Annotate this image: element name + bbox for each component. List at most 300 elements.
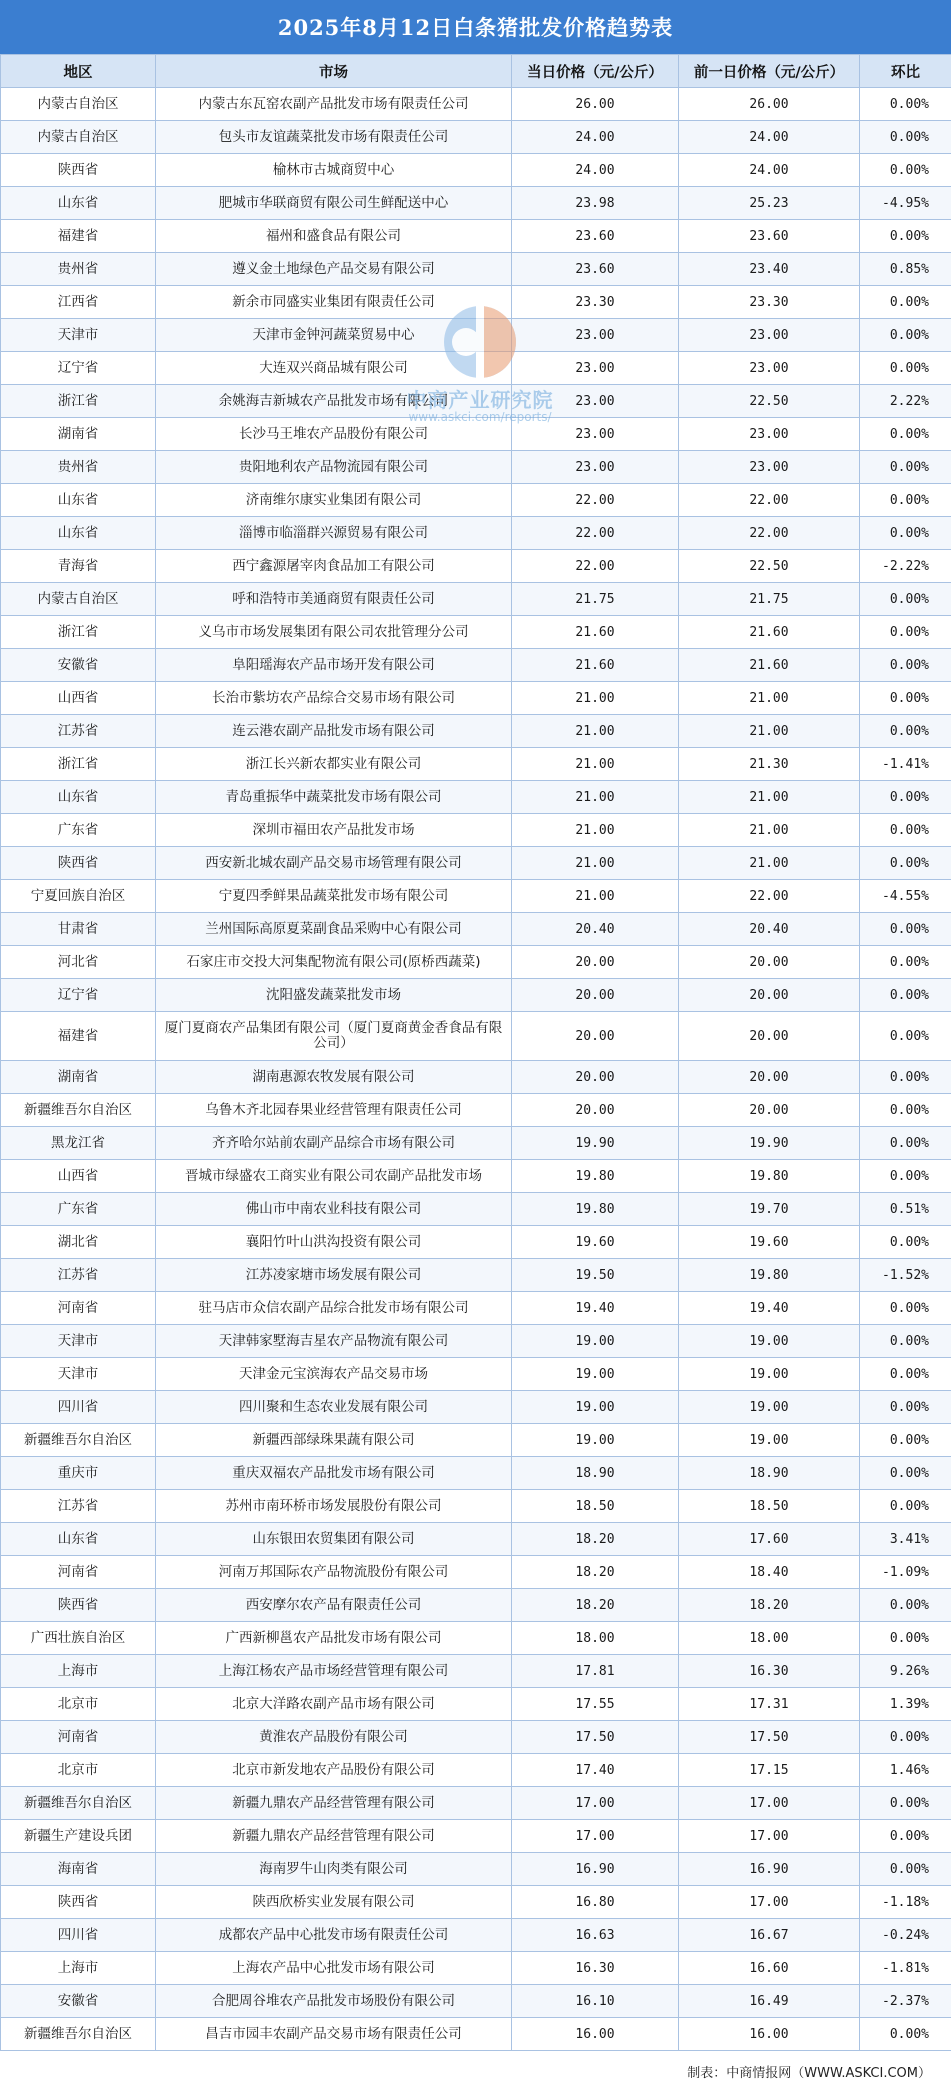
- cell-prev-price: 20.40: [679, 913, 860, 946]
- cell-today-price: 22.00: [512, 484, 679, 517]
- cell-region: 江苏省: [1, 715, 156, 748]
- cell-region: 新疆维吾尔自治区: [1, 1424, 156, 1457]
- table-row: [1, 385, 951, 418]
- cell-region: 甘肃省: [1, 913, 156, 946]
- cell-market: 新余市同盛实业集团有限责任公司: [156, 286, 512, 319]
- cell-region: 山西省: [1, 1160, 156, 1193]
- cell-prev-price: 23.00: [679, 451, 860, 484]
- cell-today-price: 23.00: [512, 418, 679, 451]
- cell-market: 连云港农副产品批发市场有限公司: [156, 715, 512, 748]
- cell-market: 新疆九鼎农产品经营管理有限公司: [156, 1787, 512, 1820]
- cell-market: 昌吉市园丰农副产品交易市场有限责任公司: [156, 2018, 512, 2051]
- cell-today-price: 24.00: [512, 121, 679, 154]
- cell-region: 天津市: [1, 1325, 156, 1358]
- cell-change: 0.00%: [860, 1358, 951, 1391]
- cell-prev-price: 23.60: [679, 220, 860, 253]
- cell-market: 苏州市南环桥市场发展股份有限公司: [156, 1490, 512, 1523]
- source-note: 制表：中商情报网（WWW.ASKCI.COM）: [687, 2066, 931, 2081]
- cell-prev-price: 17.60: [679, 1523, 860, 1556]
- cell-today-price: 21.75: [512, 583, 679, 616]
- cell-market: 乌鲁木齐北园春果业经营管理有限责任公司: [156, 1094, 512, 1127]
- cell-today-price: 20.00: [512, 1061, 679, 1094]
- table-row: [1, 2018, 951, 2051]
- cell-today-price: 19.50: [512, 1259, 679, 1292]
- cell-region: 山东省: [1, 517, 156, 550]
- cell-change: 0.85%: [860, 253, 951, 286]
- cell-region: 青海省: [1, 550, 156, 583]
- table-row: [1, 1094, 951, 1127]
- cell-change: 0.00%: [860, 847, 951, 880]
- cell-prev-price: 18.90: [679, 1457, 860, 1490]
- cell-change: 2.22%: [860, 385, 951, 418]
- cell-today-price: 17.00: [512, 1820, 679, 1853]
- cell-today-price: 18.00: [512, 1622, 679, 1655]
- cell-today-price: 21.00: [512, 715, 679, 748]
- cell-prev-price: 21.60: [679, 649, 860, 682]
- cell-today-price: 19.00: [512, 1325, 679, 1358]
- cell-change: -1.52%: [860, 1259, 951, 1292]
- cell-region: 湖南省: [1, 418, 156, 451]
- cell-change: 0.00%: [860, 1721, 951, 1754]
- cell-prev-price: 21.00: [679, 682, 860, 715]
- cell-today-price: 26.00: [512, 88, 679, 121]
- cell-region: 贵州省: [1, 451, 156, 484]
- cell-prev-price: 19.90: [679, 1127, 860, 1160]
- cell-change: -4.55%: [860, 880, 951, 913]
- cell-market: 义乌市市场发展集团有限公司农批管理分公司: [156, 616, 512, 649]
- cell-prev-price: 23.00: [679, 418, 860, 451]
- table-row: [1, 1820, 951, 1853]
- cell-market: 肥城市华联商贸有限公司生鲜配送中心: [156, 187, 512, 220]
- cell-market: 上海农产品中心批发市场有限公司: [156, 1952, 512, 1985]
- cell-prev-price: 23.00: [679, 319, 860, 352]
- cell-prev-price: 21.00: [679, 781, 860, 814]
- cell-market: 沈阳盛发蔬菜批发市场: [156, 979, 512, 1012]
- cell-market: 陕西欣桥实业发展有限公司: [156, 1886, 512, 1919]
- cell-change: -1.81%: [860, 1952, 951, 1985]
- cell-region: 辽宁省: [1, 352, 156, 385]
- cell-region: 山西省: [1, 682, 156, 715]
- watermark-text: 中商产业研究院: [406, 388, 554, 412]
- cell-today-price: 19.60: [512, 1226, 679, 1259]
- cell-region: 内蒙古自治区: [1, 583, 156, 616]
- table-row: [1, 1292, 951, 1325]
- cell-prev-price: 24.00: [679, 154, 860, 187]
- cell-prev-price: 21.00: [679, 847, 860, 880]
- cell-change: 0.00%: [860, 1457, 951, 1490]
- table-row: [1, 88, 951, 121]
- cell-region: 广东省: [1, 1193, 156, 1226]
- cell-market: 山东银田农贸集团有限公司: [156, 1523, 512, 1556]
- price-table: [0, 54, 951, 2051]
- cell-region: 北京市: [1, 1754, 156, 1787]
- watermark-url: www.askci.com/reports/: [408, 410, 552, 424]
- cell-change: 0.00%: [860, 154, 951, 187]
- cell-change: -1.09%: [860, 1556, 951, 1589]
- cell-region: 山东省: [1, 484, 156, 517]
- cell-prev-price: 19.00: [679, 1358, 860, 1391]
- cell-today-price: 21.00: [512, 682, 679, 715]
- cell-today-price: 22.00: [512, 517, 679, 550]
- cell-region: 河南省: [1, 1721, 156, 1754]
- column-header-today-price: 当日价格（元/公斤）: [512, 55, 679, 88]
- cell-today-price: 23.00: [512, 352, 679, 385]
- cell-market: 广西新柳邕农产品批发市场有限公司: [156, 1622, 512, 1655]
- cell-today-price: 23.00: [512, 319, 679, 352]
- cell-prev-price: 20.00: [679, 1012, 860, 1061]
- cell-prev-price: 16.60: [679, 1952, 860, 1985]
- cell-today-price: 23.00: [512, 385, 679, 418]
- table-row: [1, 913, 951, 946]
- cell-region: 黑龙江省: [1, 1127, 156, 1160]
- cell-market: 包头市友谊蔬菜批发市场有限责任公司: [156, 121, 512, 154]
- cell-market: 石家庄市交投大河集配物流有限公司(原桥西蔬菜): [156, 946, 512, 979]
- table-row: [1, 550, 951, 583]
- column-header-market: 市场: [156, 55, 512, 88]
- column-header-region: 地区: [1, 55, 156, 88]
- cell-change: 0.00%: [860, 1622, 951, 1655]
- cell-region: 上海市: [1, 1655, 156, 1688]
- cell-market: 佛山市中南农业科技有限公司: [156, 1193, 512, 1226]
- table-row: [1, 682, 951, 715]
- cell-prev-price: 16.67: [679, 1919, 860, 1952]
- table-row: [1, 1985, 951, 2018]
- table-row: [1, 187, 951, 220]
- table-row: [1, 715, 951, 748]
- table-row: [1, 1424, 951, 1457]
- cell-market: 宁夏四季鲜果品蔬菜批发市场有限公司: [156, 880, 512, 913]
- cell-region: 新疆维吾尔自治区: [1, 1094, 156, 1127]
- cell-market: 大连双兴商品城有限公司: [156, 352, 512, 385]
- cell-prev-price: 21.00: [679, 715, 860, 748]
- cell-market: 西安摩尔农产品有限责任公司: [156, 1589, 512, 1622]
- table-row: [1, 1622, 951, 1655]
- cell-change: 0.00%: [860, 781, 951, 814]
- cell-today-price: 17.55: [512, 1688, 679, 1721]
- cell-change: 0.00%: [860, 682, 951, 715]
- cell-today-price: 24.00: [512, 154, 679, 187]
- cell-change: 0.00%: [860, 220, 951, 253]
- table-row: [1, 814, 951, 847]
- cell-prev-price: 17.15: [679, 1754, 860, 1787]
- cell-region: 北京市: [1, 1688, 156, 1721]
- cell-market: 西宁鑫源屠宰肉食品加工有限公司: [156, 550, 512, 583]
- cell-prev-price: 18.00: [679, 1622, 860, 1655]
- table-row: [1, 1325, 951, 1358]
- cell-change: 0.00%: [860, 1226, 951, 1259]
- table-row: [1, 1589, 951, 1622]
- table-row: [1, 1391, 951, 1424]
- cell-prev-price: 19.00: [679, 1391, 860, 1424]
- cell-change: 0.00%: [860, 946, 951, 979]
- cell-prev-price: 19.70: [679, 1193, 860, 1226]
- cell-region: 河北省: [1, 946, 156, 979]
- cell-today-price: 19.00: [512, 1424, 679, 1457]
- cell-today-price: 17.40: [512, 1754, 679, 1787]
- cell-prev-price: 20.00: [679, 979, 860, 1012]
- table-row: [1, 1226, 951, 1259]
- table-row: [1, 847, 951, 880]
- cell-today-price: 16.63: [512, 1919, 679, 1952]
- table-row: [1, 1061, 951, 1094]
- cell-region: 海南省: [1, 1853, 156, 1886]
- cell-change: 0.51%: [860, 1193, 951, 1226]
- cell-change: 0.00%: [860, 2018, 951, 2051]
- column-header-prev-price: 前一日价格（元/公斤）: [679, 55, 860, 88]
- cell-prev-price: 17.31: [679, 1688, 860, 1721]
- cell-today-price: 19.00: [512, 1358, 679, 1391]
- cell-change: 0.00%: [860, 88, 951, 121]
- cell-market: 新疆西部绿珠果蔬有限公司: [156, 1424, 512, 1457]
- cell-market: 驻马店市众信农副产品综合批发市场有限公司: [156, 1292, 512, 1325]
- cell-prev-price: 19.80: [679, 1160, 860, 1193]
- table-row: [1, 220, 951, 253]
- table-row: [1, 1952, 951, 1985]
- cell-market: 福州和盛食品有限公司: [156, 220, 512, 253]
- table-row: [1, 1556, 951, 1589]
- table-row: [1, 319, 951, 352]
- cell-region: 宁夏回族自治区: [1, 880, 156, 913]
- cell-today-price: 18.50: [512, 1490, 679, 1523]
- table-row: [1, 1259, 951, 1292]
- cell-market: 新疆九鼎农产品经营管理有限公司: [156, 1820, 512, 1853]
- cell-market: 浙江长兴新农都实业有限公司: [156, 748, 512, 781]
- cell-region: 陕西省: [1, 1589, 156, 1622]
- cell-region: 重庆市: [1, 1457, 156, 1490]
- cell-region: 广西壮族自治区: [1, 1622, 156, 1655]
- column-header-change: 环比: [860, 55, 951, 88]
- table-row: [1, 1358, 951, 1391]
- cell-today-price: 21.00: [512, 880, 679, 913]
- table-row: [1, 154, 951, 187]
- table-row: [1, 418, 951, 451]
- cell-prev-price: 25.23: [679, 187, 860, 220]
- cell-region: 天津市: [1, 319, 156, 352]
- cell-market: 天津市金钟河蔬菜贸易中心: [156, 319, 512, 352]
- cell-market: 黄淮农产品股份有限公司: [156, 1721, 512, 1754]
- cell-region: 天津市: [1, 1358, 156, 1391]
- cell-region: 江苏省: [1, 1259, 156, 1292]
- cell-change: 3.41%: [860, 1523, 951, 1556]
- cell-change: -1.41%: [860, 748, 951, 781]
- cell-region: 福建省: [1, 1012, 156, 1061]
- cell-change: 0.00%: [860, 715, 951, 748]
- cell-region: 浙江省: [1, 385, 156, 418]
- cell-change: -0.24%: [860, 1919, 951, 1952]
- table-row: [1, 451, 951, 484]
- cell-region: 新疆生产建设兵团: [1, 1820, 156, 1853]
- cell-today-price: 17.50: [512, 1721, 679, 1754]
- cell-today-price: 20.00: [512, 946, 679, 979]
- cell-change: -1.18%: [860, 1886, 951, 1919]
- cell-prev-price: 21.60: [679, 616, 860, 649]
- cell-prev-price: 19.80: [679, 1259, 860, 1292]
- cell-change: 0.00%: [860, 352, 951, 385]
- cell-prev-price: 18.40: [679, 1556, 860, 1589]
- cell-change: 0.00%: [860, 1094, 951, 1127]
- cell-today-price: 19.00: [512, 1391, 679, 1424]
- table-row: [1, 649, 951, 682]
- cell-today-price: 16.30: [512, 1952, 679, 1985]
- cell-today-price: 20.00: [512, 1094, 679, 1127]
- cell-market: 长沙马王堆农产品股份有限公司: [156, 418, 512, 451]
- cell-today-price: 16.10: [512, 1985, 679, 2018]
- cell-region: 陕西省: [1, 1886, 156, 1919]
- cell-prev-price: 19.00: [679, 1424, 860, 1457]
- cell-market: 齐齐哈尔站前农副产品综合市场有限公司: [156, 1127, 512, 1160]
- table-row: [1, 352, 951, 385]
- header-row: [1, 55, 951, 88]
- table-row: [1, 121, 951, 154]
- cell-today-price: 21.00: [512, 781, 679, 814]
- cell-prev-price: 20.00: [679, 1094, 860, 1127]
- cell-market: 呼和浩特市美通商贸有限责任公司: [156, 583, 512, 616]
- cell-market: 襄阳竹叶山洪沟投资有限公司: [156, 1226, 512, 1259]
- cell-region: 江西省: [1, 286, 156, 319]
- table-row: [1, 1919, 951, 1952]
- cell-market: 江苏凌家塘市场发展有限公司: [156, 1259, 512, 1292]
- table-body: [1, 88, 951, 2051]
- price-table-container: [0, 54, 951, 2051]
- cell-market: 青岛重振华中蔬菜批发市场有限公司: [156, 781, 512, 814]
- cell-market: 深圳市福田农产品批发市场: [156, 814, 512, 847]
- cell-region: 贵州省: [1, 253, 156, 286]
- cell-change: 0.00%: [860, 1325, 951, 1358]
- cell-prev-price: 21.00: [679, 814, 860, 847]
- cell-today-price: 17.81: [512, 1655, 679, 1688]
- cell-market: 厦门夏商农产品集团有限公司（厦门夏商黄金香食品有限公司）: [156, 1012, 512, 1061]
- cell-today-price: 19.80: [512, 1193, 679, 1226]
- cell-prev-price: 22.00: [679, 880, 860, 913]
- cell-market: 湖南惠源农牧发展有限公司: [156, 1061, 512, 1094]
- cell-prev-price: 17.00: [679, 1787, 860, 1820]
- cell-change: 0.00%: [860, 583, 951, 616]
- cell-change: 0.00%: [860, 649, 951, 682]
- cell-today-price: 16.00: [512, 2018, 679, 2051]
- cell-change: 1.46%: [860, 1754, 951, 1787]
- cell-today-price: 19.40: [512, 1292, 679, 1325]
- cell-region: 山东省: [1, 1523, 156, 1556]
- cell-today-price: 20.00: [512, 979, 679, 1012]
- cell-region: 上海市: [1, 1952, 156, 1985]
- cell-today-price: 23.60: [512, 220, 679, 253]
- cell-market: 四川聚和生态农业发展有限公司: [156, 1391, 512, 1424]
- cell-change: 0.00%: [860, 418, 951, 451]
- cell-change: 0.00%: [860, 1292, 951, 1325]
- cell-market: 遵义金土地绿色产品交易有限公司: [156, 253, 512, 286]
- table-row: [1, 1490, 951, 1523]
- cell-prev-price: 18.50: [679, 1490, 860, 1523]
- table-row: [1, 748, 951, 781]
- cell-change: 9.26%: [860, 1655, 951, 1688]
- cell-prev-price: 19.00: [679, 1325, 860, 1358]
- cell-region: 陕西省: [1, 847, 156, 880]
- cell-prev-price: 20.00: [679, 1061, 860, 1094]
- cell-market: 兰州国际高原夏菜副食品采购中心有限公司: [156, 913, 512, 946]
- cell-region: 福建省: [1, 220, 156, 253]
- cell-change: 0.00%: [860, 1424, 951, 1457]
- cell-region: 内蒙古自治区: [1, 121, 156, 154]
- cell-market: 济南维尔康实业集团有限公司: [156, 484, 512, 517]
- cell-today-price: 18.90: [512, 1457, 679, 1490]
- cell-region: 安徽省: [1, 1985, 156, 2018]
- cell-market: 榆林市古城商贸中心: [156, 154, 512, 187]
- table-row: [1, 1853, 951, 1886]
- cell-market: 成都农产品中心批发市场有限责任公司: [156, 1919, 512, 1952]
- cell-region: 湖北省: [1, 1226, 156, 1259]
- cell-prev-price: 16.00: [679, 2018, 860, 2051]
- table-row: [1, 880, 951, 913]
- cell-market: 贵阳地利农产品物流园有限公司: [156, 451, 512, 484]
- cell-region: 山东省: [1, 187, 156, 220]
- cell-change: 0.00%: [860, 1853, 951, 1886]
- cell-today-price: 21.00: [512, 748, 679, 781]
- cell-today-price: 22.00: [512, 550, 679, 583]
- cell-today-price: 21.00: [512, 814, 679, 847]
- cell-prev-price: 21.75: [679, 583, 860, 616]
- cell-market: 西安新北城农副产品交易市场管理有限公司: [156, 847, 512, 880]
- cell-region: 新疆维吾尔自治区: [1, 2018, 156, 2051]
- cell-today-price: 17.00: [512, 1787, 679, 1820]
- table-row: [1, 1688, 951, 1721]
- cell-prev-price: 23.40: [679, 253, 860, 286]
- cell-prev-price: 21.30: [679, 748, 860, 781]
- cell-change: 0.00%: [860, 1127, 951, 1160]
- cell-prev-price: 23.00: [679, 352, 860, 385]
- cell-change: 0.00%: [860, 1391, 951, 1424]
- cell-region: 山东省: [1, 781, 156, 814]
- table-row: [1, 583, 951, 616]
- cell-market: 阜阳瑶海农产品市场开发有限公司: [156, 649, 512, 682]
- cell-change: 0.00%: [860, 1012, 951, 1061]
- cell-today-price: 21.60: [512, 649, 679, 682]
- cell-region: 新疆维吾尔自治区: [1, 1787, 156, 1820]
- cell-market: 天津韩家墅海吉星农产品物流有限公司: [156, 1325, 512, 1358]
- cell-prev-price: 22.50: [679, 550, 860, 583]
- cell-change: 0.00%: [860, 1589, 951, 1622]
- cell-region: 四川省: [1, 1919, 156, 1952]
- cell-market: 北京市新发地农产品股份有限公司: [156, 1754, 512, 1787]
- cell-market: 淄博市临淄群兴源贸易有限公司: [156, 517, 512, 550]
- cell-change: -2.37%: [860, 1985, 951, 2018]
- table-title: 2025年8月12日白条猪批发价格趋势表: [0, 0, 951, 54]
- cell-prev-price: 26.00: [679, 88, 860, 121]
- cell-prev-price: 23.30: [679, 286, 860, 319]
- cell-today-price: 23.60: [512, 253, 679, 286]
- cell-today-price: 20.40: [512, 913, 679, 946]
- table-row: [1, 253, 951, 286]
- cell-change: -2.22%: [860, 550, 951, 583]
- cell-prev-price: 19.40: [679, 1292, 860, 1325]
- cell-prev-price: 24.00: [679, 121, 860, 154]
- cell-market: 河南万邦国际农产品物流股份有限公司: [156, 1556, 512, 1589]
- cell-prev-price: 16.49: [679, 1985, 860, 2018]
- table-row: [1, 1754, 951, 1787]
- cell-market: 晋城市绿盛农工商实业有限公司农副产品批发市场: [156, 1160, 512, 1193]
- cell-region: 安徽省: [1, 649, 156, 682]
- table-row: [1, 1160, 951, 1193]
- cell-prev-price: 22.00: [679, 517, 860, 550]
- cell-prev-price: 22.00: [679, 484, 860, 517]
- cell-change: -4.95%: [860, 187, 951, 220]
- cell-market: 天津金元宝滨海农产品交易市场: [156, 1358, 512, 1391]
- cell-change: 0.00%: [860, 814, 951, 847]
- table-row: [1, 1127, 951, 1160]
- cell-market: 长治市紫坊农产品综合交易市场有限公司: [156, 682, 512, 715]
- table-row: [1, 1886, 951, 1919]
- cell-today-price: 23.00: [512, 451, 679, 484]
- table-row: [1, 781, 951, 814]
